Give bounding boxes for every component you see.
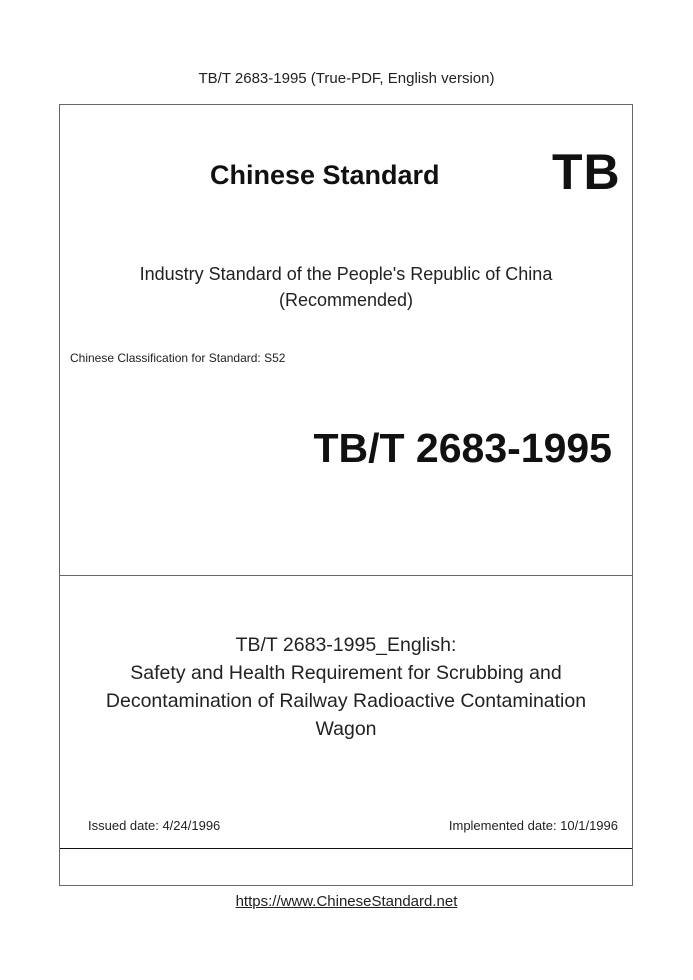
page-header: TB/T 2683-1995 (True-PDF, English version) [198,70,495,87]
document-title-line: Decontamination of Railway Radioactive Contamination [105,690,587,712]
standard-number: TB/T 2683-1995 [313,425,612,471]
classification-label: Chinese Classification for Standard: S52 [70,351,286,365]
implemented-date: Implemented date: 10/1/1996 [448,818,618,833]
document-title-line: Safety and Health Requirement for Scrubbing and [130,662,562,684]
industry-line: Industry Standard of the People's Republic of China [139,264,553,284]
cover-frame [59,104,633,886]
website-link[interactable]: https://www.ChineseStandard.net [235,893,458,910]
issued-date: Issued date: 4/24/1996 [88,818,221,833]
industry-statement [60,261,632,313]
cover-title: Chinese Standard [210,160,440,190]
document-title-line: Wagon [315,718,377,740]
recommended-line: (Recommended) [278,290,414,310]
cover-title-section [60,576,632,849]
document-title [60,631,632,743]
cover-top-section [60,105,632,576]
tb-mark: TB [552,144,621,200]
document-title-line: TB/T 2683-1995_English: [235,634,457,656]
